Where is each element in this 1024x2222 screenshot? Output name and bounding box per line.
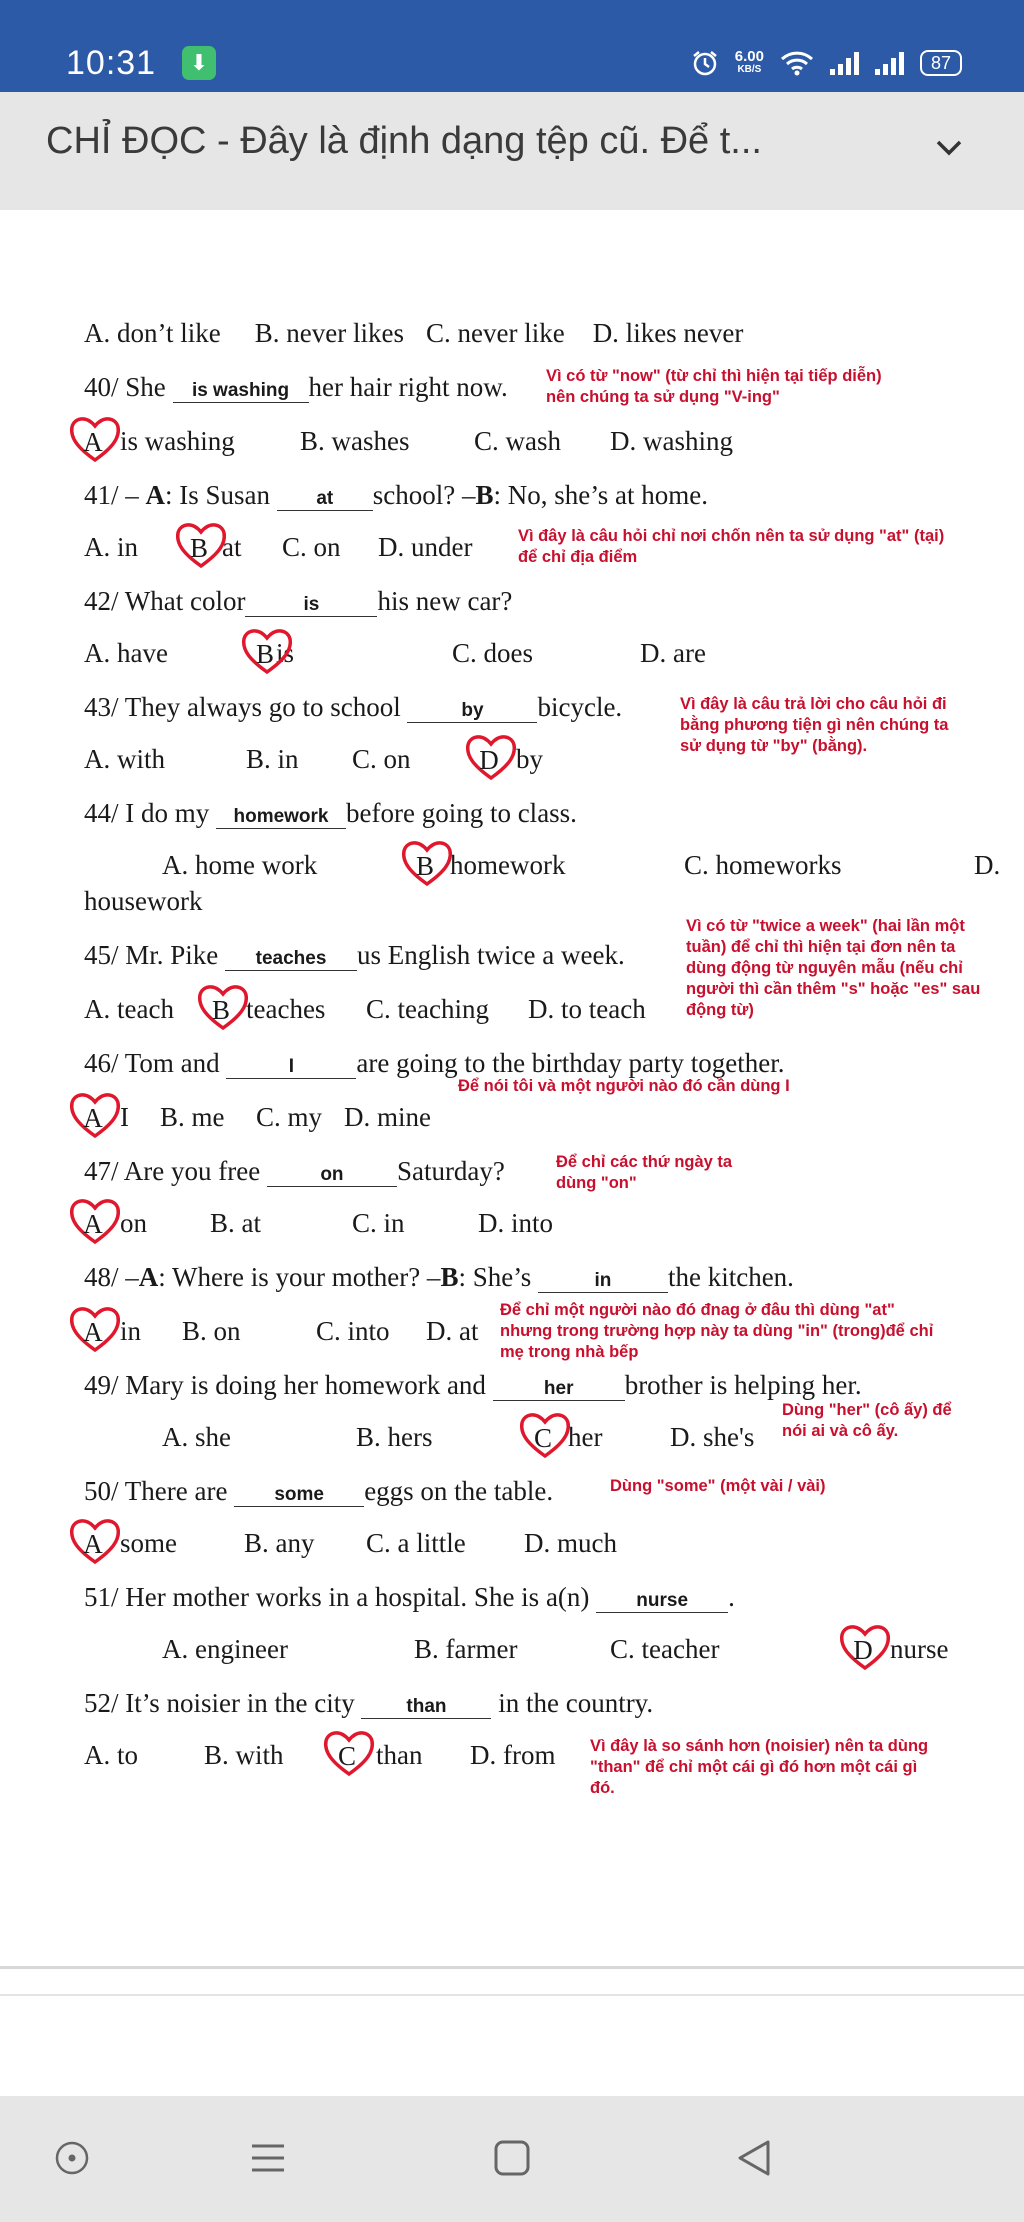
q45-question: 45/ Mr. Pike teaches us English twice a week.	[84, 940, 625, 970]
q45-option-b: teaches	[246, 994, 326, 1024]
q48-option-c: C. into	[316, 1316, 390, 1346]
q48-option-b: B. on	[182, 1316, 241, 1346]
status-icons	[691, 46, 962, 80]
battery-icon: 87	[920, 50, 962, 76]
q52-option-a: A. to	[84, 1740, 138, 1770]
q40-question: 40/ She is washing her hair right now.	[84, 372, 508, 402]
q43-question: 43/ They always go to school by bicycle.	[84, 692, 623, 722]
signal-icon	[830, 51, 859, 75]
q43-option-d: by	[516, 744, 543, 774]
svg-text:D: D	[853, 1635, 873, 1665]
answer-blank: I	[226, 1056, 356, 1079]
q51-option-d: nurse	[890, 1634, 949, 1664]
q52-explanation: Vì đây là so sánh hơn (noisier) nên ta dùng "than" để chỉ một cái gì đó hơn một cái gì đó.	[590, 1737, 929, 1797]
q49-option-b: B. hers	[356, 1422, 433, 1452]
q46-option-b: B. me	[160, 1102, 225, 1132]
q41-explanation: Vì đây là câu hỏi chỉ nơi chốn nên ta sử dụng "at" (tại) để chỉ địa điểm	[518, 527, 945, 566]
q45-explanation: Vì có từ "twice a week" (hai lần một tuần) để chỉ thì hiện tại đơn nên ta dùng động từ nguyên mẫu (nếu chỉ người thì cần thêm "s" hoặc "es" sau động từ)	[686, 917, 981, 1019]
q41-option-b: at	[222, 532, 242, 562]
answer-blank: on	[267, 1164, 397, 1187]
svg-text:C: C	[533, 1423, 553, 1453]
q44-option-a: A. home work	[162, 850, 318, 880]
answer-blank: by	[407, 700, 537, 723]
heart-mark-icon	[68, 1304, 122, 1354]
q42-option-b: is	[276, 638, 295, 668]
heart-mark-icon	[464, 732, 518, 782]
q46-option-c: C. my	[256, 1102, 323, 1132]
q48-question: 48/ –A: Where is your mother? –B: She’s in the kitchen.	[84, 1262, 794, 1292]
q40-option-a: is washing	[120, 426, 235, 456]
status-bar	[0, 0, 1024, 92]
q52-option-d: D. from	[470, 1740, 556, 1770]
answer-blank: homework	[216, 806, 346, 829]
svg-text:A: A	[83, 1529, 103, 1559]
q47-option-a: on	[120, 1208, 147, 1238]
q50-option-d: D. much	[524, 1528, 617, 1558]
svg-text:D: D	[479, 745, 499, 775]
q40-option-b: B. washes	[300, 426, 410, 456]
q51-option-a: A. engineer	[162, 1634, 288, 1664]
heart-mark-icon	[68, 1090, 122, 1140]
q47-option-c: C. in	[352, 1208, 405, 1238]
answer-blank: some	[234, 1484, 364, 1507]
heart-mark-icon	[518, 1410, 572, 1460]
q48-option-d: D. at	[426, 1316, 479, 1346]
q44-option-d: D.	[974, 850, 1001, 880]
document-page	[0, 210, 1024, 1960]
q50-explanation: Dùng "some" (một vài / vài)	[610, 1477, 826, 1495]
q50-question: 50/ There are some eggs on the table.	[84, 1476, 554, 1506]
svg-text:B: B	[211, 995, 231, 1025]
heart-mark-icon	[68, 414, 122, 464]
q46-explanation: Để nói tôi và một người nào đó cần dùng I	[458, 1077, 790, 1095]
q41-question: 41/ – A: Is Susan at school? –B: No, she’s at home.	[84, 480, 709, 510]
home-icon[interactable]	[492, 2138, 532, 2178]
answer-blank: teaches	[225, 948, 357, 971]
q44-option-c: C. homeworks	[684, 850, 842, 880]
q46-question: 46/ Tom and I are going to the birthday party together.	[84, 1048, 785, 1078]
answer-blank: nurse	[596, 1590, 728, 1613]
svg-text:A: A	[83, 427, 103, 457]
q49-option-d: D. she's	[670, 1422, 755, 1452]
back-icon[interactable]	[734, 2138, 774, 2178]
q40-option-c: C. wash	[474, 426, 561, 456]
q49-question: 49/ Mary is doing her homework and her brother is helping her.	[84, 1370, 862, 1400]
q50-option-b: B. any	[244, 1528, 315, 1558]
q40-option-d: D. washing	[610, 426, 733, 456]
network-speed: 6.00 KB/S	[734, 48, 764, 75]
svg-text:B: B	[255, 639, 275, 669]
heart-mark-icon	[400, 838, 454, 888]
document-title-bar	[0, 92, 1024, 210]
q39-options: A. don’t like B. never likes C. never like D. likes never	[84, 318, 744, 348]
q52-question: 52/ It’s noisier in the city than in the country.	[84, 1688, 654, 1718]
q40-explanation: Vì có từ "now" (từ chỉ thì hiện tại tiếp diễn) nên chúng ta sử dụng "V-ing"	[546, 367, 882, 406]
q44-question: 44/ I do my homework before going to class.	[84, 798, 577, 828]
q47-option-d: D. into	[478, 1208, 554, 1238]
q49-option-a: A. she	[162, 1422, 231, 1452]
q44-option-b: homework	[450, 850, 566, 880]
chevron-down-icon[interactable]	[934, 132, 964, 162]
q42-question: 42/ What color is his new car?	[84, 586, 513, 616]
download-icon: ⬇	[182, 46, 216, 80]
recent-apps-icon[interactable]	[248, 2138, 288, 2178]
page-title: CHỈ ĐỌC - Đây là định dạng tệp cũ. Để t...	[46, 120, 762, 162]
alarm-icon	[691, 49, 719, 77]
q41-option-a: A. in	[84, 532, 138, 562]
q51-question: 51/ Her mother works in a hospital. She is a(n) nurse .	[84, 1582, 735, 1612]
clock: 10:31	[66, 44, 157, 82]
heart-mark-icon	[68, 1196, 122, 1246]
signal-icon	[875, 51, 904, 75]
svg-text:B: B	[415, 851, 435, 881]
heart-mark-icon	[68, 1516, 122, 1566]
q42-option-c: C. does	[452, 638, 533, 668]
q41-option-d: D. under	[378, 532, 473, 562]
svg-text:A: A	[83, 1209, 103, 1239]
heart-mark-icon	[322, 1728, 376, 1778]
q49-explanation: Dùng "her" (cô ấy) để nói ai và cô ấy.	[782, 1401, 952, 1440]
q48-option-a: in	[120, 1316, 142, 1346]
q42-option-d: D. are	[640, 638, 706, 668]
q43-option-a: A. with	[84, 744, 165, 774]
q43-option-c: C. on	[352, 744, 411, 774]
q43-option-b: B. in	[246, 744, 299, 774]
q45-option-c: C. teaching	[366, 994, 489, 1024]
q45-option-a: A. teach	[84, 994, 174, 1024]
page-divider	[0, 1994, 1024, 1996]
answer-blank: is	[245, 594, 377, 617]
q45-option-d: D. to teach	[528, 994, 646, 1024]
answer-blank: than	[361, 1696, 491, 1719]
q44-option-d-text: housework	[84, 886, 203, 916]
q42-option-a: A. have	[84, 638, 168, 668]
answer-blank: is washing	[173, 380, 309, 403]
assistant-icon[interactable]	[52, 2138, 92, 2178]
heart-mark-icon	[174, 520, 228, 570]
q46-option-a: I	[120, 1102, 129, 1132]
q52-option-c: than	[376, 1740, 423, 1770]
system-nav-bar	[0, 2096, 1024, 2222]
q43-explanation: Vì đây là câu trả lời cho câu hỏi đi bằng phương tiện gì nên chúng ta sử dụng từ "by" (bằng).	[680, 695, 949, 755]
q49-option-c: her	[568, 1422, 603, 1452]
svg-text:C: C	[337, 1741, 357, 1771]
q47-explanation: Để chỉ các thứ ngày ta dùng "on"	[556, 1153, 733, 1192]
answer-blank: her	[493, 1378, 625, 1401]
heart-mark-icon	[196, 982, 250, 1032]
wifi-icon	[780, 50, 814, 76]
svg-text:A: A	[83, 1103, 103, 1133]
q47-option-b: B. at	[210, 1208, 261, 1238]
q41-option-c: C. on	[282, 532, 341, 562]
q50-option-c: C. a little	[366, 1528, 466, 1558]
q52-option-b: B. with	[204, 1740, 284, 1770]
q50-option-a: some	[120, 1528, 177, 1558]
q51-option-b: B. farmer	[414, 1634, 518, 1664]
q47-question: 47/ Are you free on Saturday?	[84, 1156, 505, 1186]
page-divider	[0, 1966, 1024, 1969]
q46-option-d: D. mine	[344, 1102, 431, 1132]
answer-blank: at	[277, 488, 373, 511]
svg-text:A: A	[83, 1317, 103, 1347]
q48-explanation: Để chỉ một người nào đó đnag ở đâu thì dùng "at" nhưng trong trường hợp này ta dùng "in" (trong)để chỉ mẹ trong nhà bếp	[500, 1301, 934, 1361]
answer-blank: in	[538, 1270, 668, 1293]
q51-option-c: C. teacher	[610, 1634, 720, 1664]
svg-text:B: B	[189, 533, 209, 563]
heart-mark-icon	[838, 1622, 892, 1672]
